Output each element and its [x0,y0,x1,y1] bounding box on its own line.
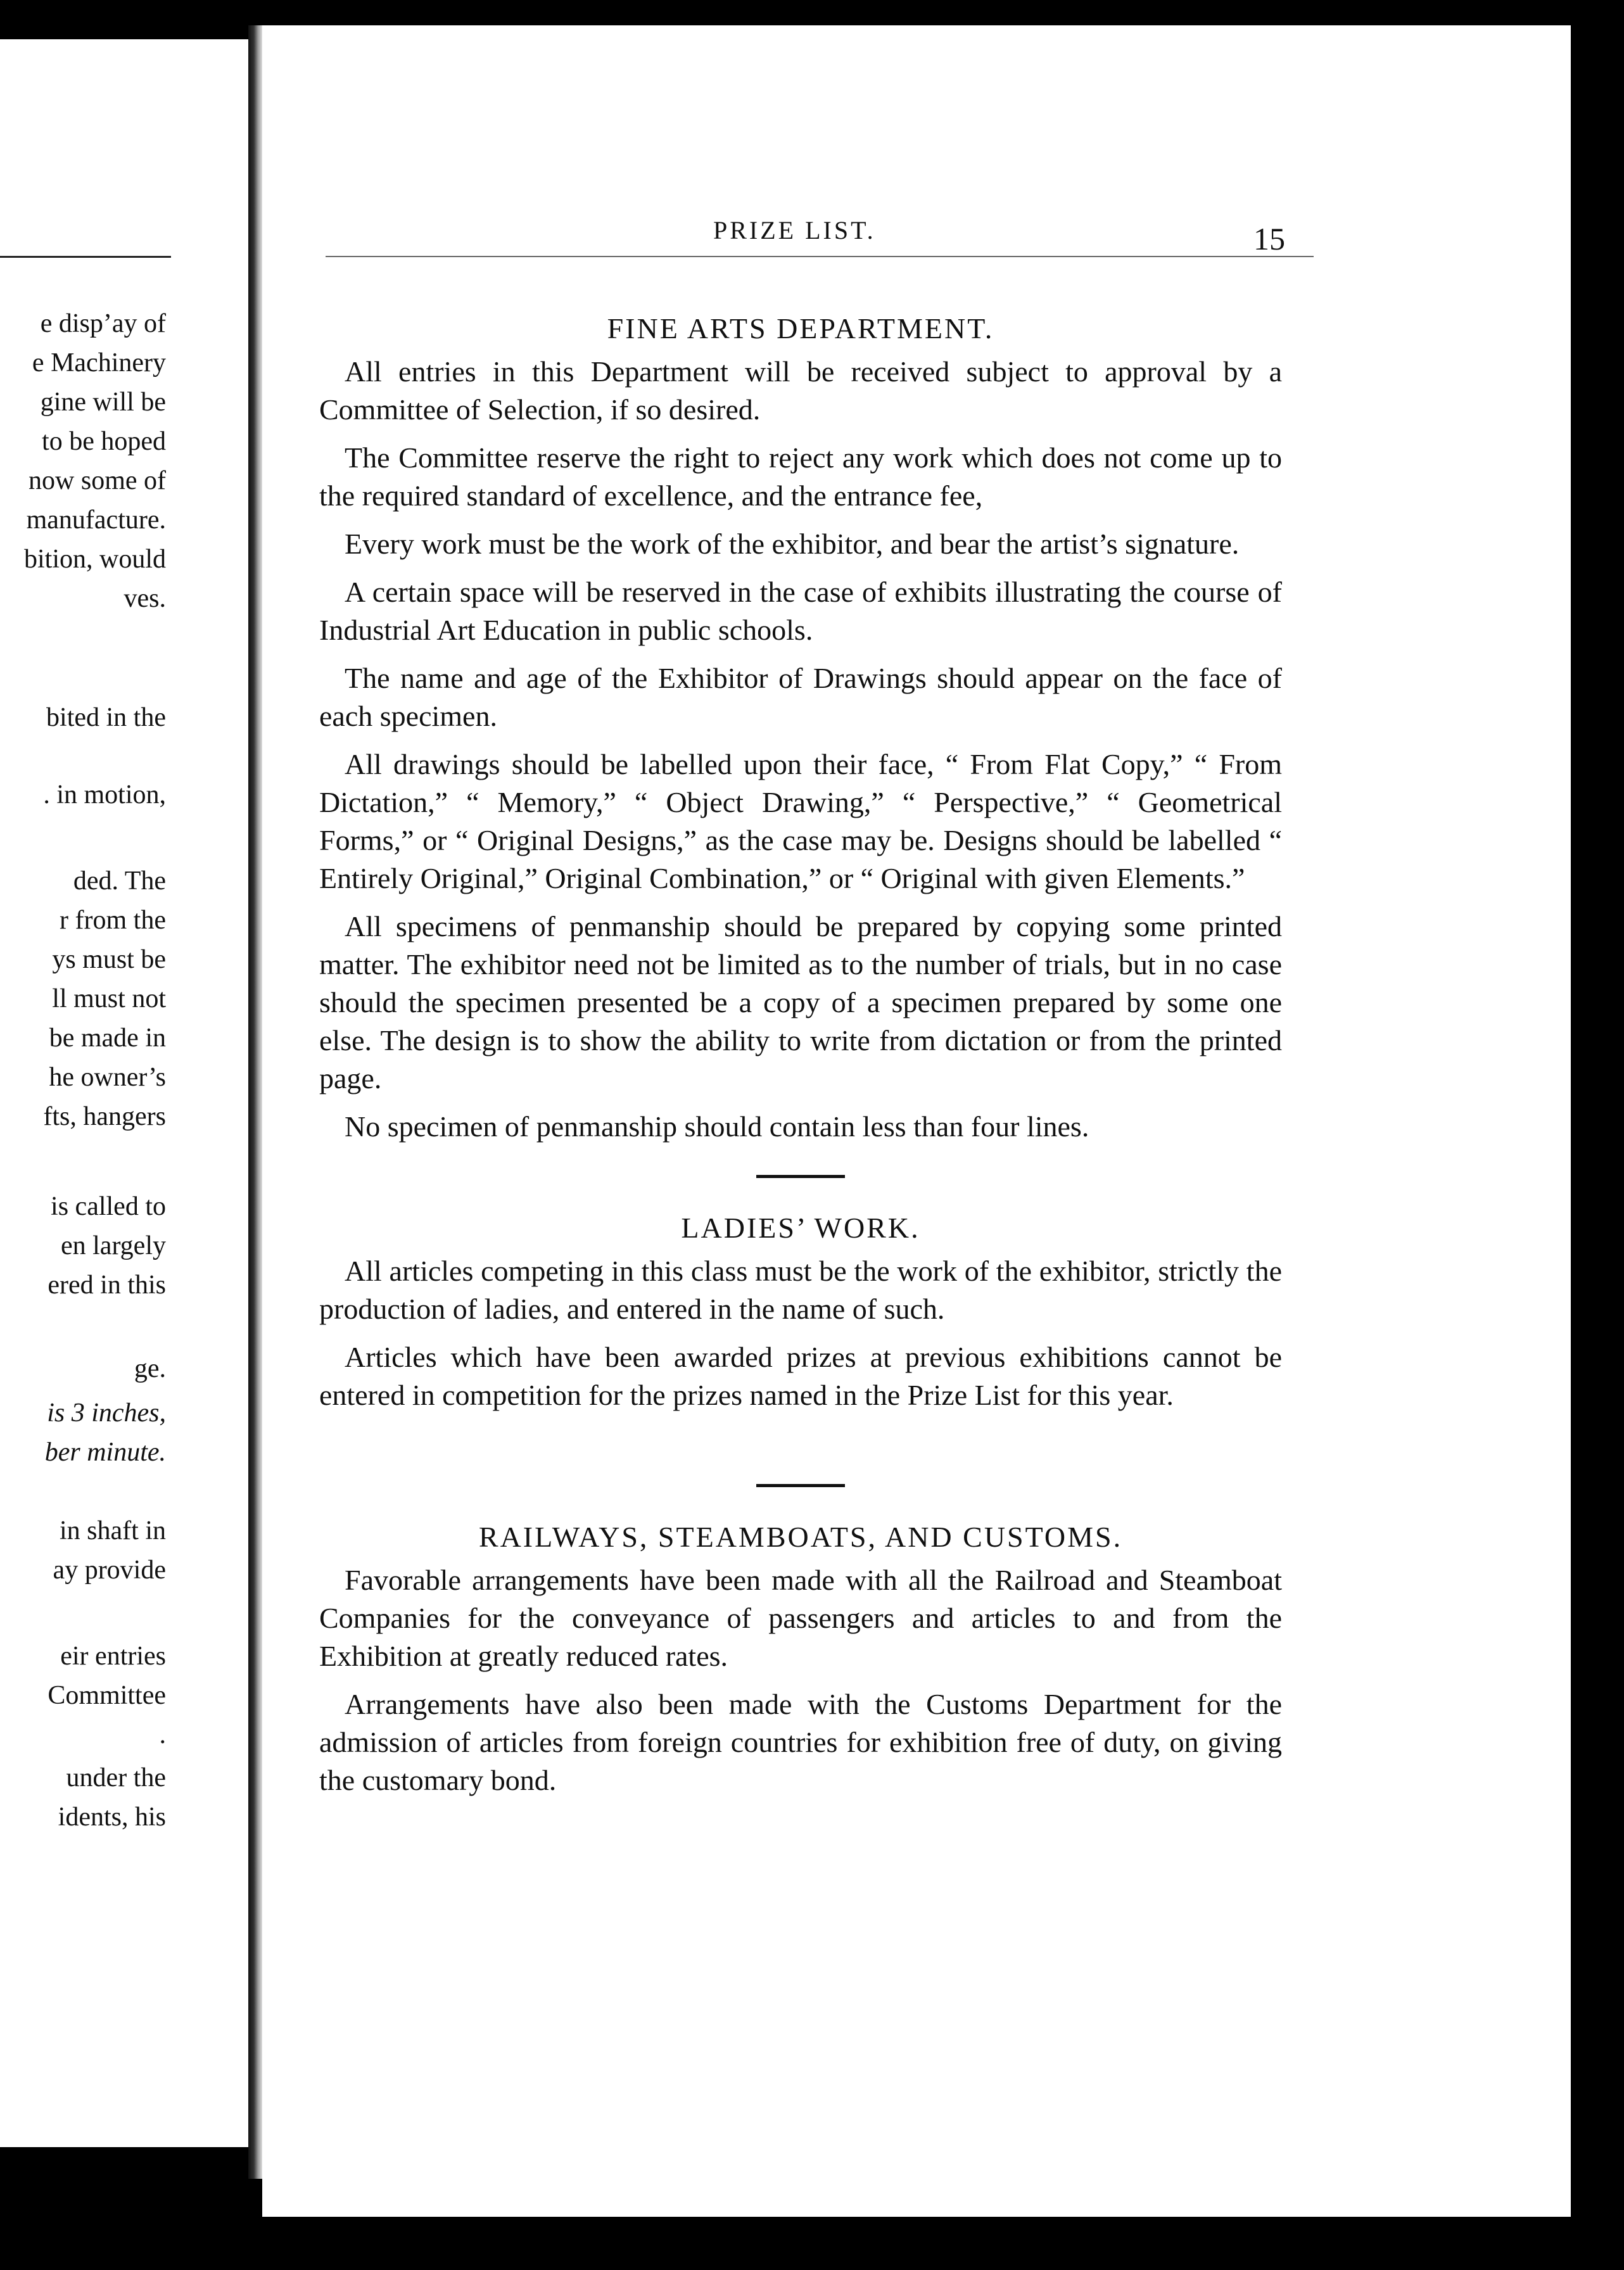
left-page-line: now some of [29,466,166,495]
left-page-line: to be hoped [42,427,166,456]
page [262,25,1571,2217]
left-page-line: ves. [124,584,166,613]
section-ladies-work [319,1211,1282,1414]
left-page-line: bition, would [23,545,166,574]
section-heading: LADIES’ WORK. [681,1212,920,1244]
left-page-fragment [0,39,248,2147]
left-page-line: e Machinery [32,348,166,377]
left-page-line: he owner’s [49,1063,166,1092]
left-page-line: Committee [48,1681,166,1710]
header-rule [326,256,1314,257]
left-page-line: ll must not [52,984,166,1013]
left-page-line: in shaft in [60,1516,166,1545]
left-page-line: ered in this [48,1271,166,1300]
section-railways [319,1520,1282,1799]
left-page-line: gine will be [40,388,166,417]
left-page-line: . [159,1720,166,1749]
left-page-line: ded. The [73,866,166,896]
paragraph: Favorable arrangements have been made with all the Railroad and Steamboat Companies for the conveyance of passengers and articles to and from the Exhibition at greatly reduced rates. [319,1564,1282,1672]
left-page-line: idents, his [58,1803,166,1832]
left-page-line: en largely [61,1231,166,1260]
left-page-line: ge. [134,1354,166,1383]
left-page-line: bited in the [46,703,166,732]
paragraph: All articles competing in this class must be the work of the exhibitor, strictly the production of ladies, and entered in the name of such. [319,1255,1282,1325]
paragraph: All drawings should be labelled upon their face, “ From Flat Copy,” “ From Dictation,” “ Memory,” “ Object Drawing,” “ Perspective,” “ Geometrical Forms,” or “ Original Designs,” as the case may be. Designs should be labelled “ Entirely Original,” Original Combination,” or “ Original with given Elements.” [319,748,1282,894]
left-page-line: . in motion, [43,780,166,809]
paragraph: A certain space will be reserved in the case of exhibits illustrating the course of Industrial Art Education in public schools. [319,576,1282,646]
paragraph: Every work must be the work of the exhibitor, and bear the artist’s signature. [345,528,1240,560]
paragraph: Arrangements have also been made with the Customs Department for the admission of articles from foreign countries for exhibition free of duty, on giving the customary bond. [319,1688,1282,1796]
paragraph: No specimen of penmanship should contain less than four lines. [345,1110,1089,1143]
section-separator [756,1175,845,1178]
paragraph: The Committee reserve the right to reject any work which does not come up to the required standard of excellence, and the entrance fee, [319,441,1282,512]
page-content [319,312,1282,1810]
left-page-line: ys must be [52,945,166,974]
running-title: PRIZE LIST. [713,216,876,244]
left-page-line: is 3 inches, [47,1398,166,1428]
left-page-line: ber minute. [44,1438,166,1467]
left-page-line: e disp’ay of [40,309,166,338]
paragraph: The name and age of the Exhibitor of Drawings should appear on the face of each specimen. [319,662,1282,732]
left-page-line: r from the [60,906,166,935]
paragraph: All entries in this Department will be received subject to approval by a Committee of Selection, if so desired. [319,355,1282,426]
left-page-line: under the [66,1763,166,1792]
section-heading: RAILWAYS, STEAMBOATS, AND CUSTOMS. [478,1521,1123,1553]
left-page-rule [0,256,171,258]
left-page-line: is called to [51,1192,166,1221]
page-number: 15 [1253,221,1285,257]
left-page-line: ay provide [53,1556,166,1585]
paragraph: All specimens of penmanship should be prepared by copying some printed matter. The exhibitor need not be limited as to the number of trials, but in no case should the specimen presented be a copy of a specimen prepared by some one else. The design is to show the ability to write from dictation or from the printed page. [319,910,1282,1094]
section-separator [756,1484,845,1487]
book-gutter [248,25,262,2179]
left-page-line: be made in [49,1024,166,1053]
section-fine-arts [319,312,1282,1146]
left-page-line: fts, hangers [43,1102,166,1131]
section-heading: FINE ARTS DEPARTMENT. [607,312,994,345]
paragraph: Articles which have been awarded prizes at previous exhibitions cannot be entered in competition for the prizes named in the Prize List for this year. [319,1341,1282,1411]
left-page-line: eir entries [60,1642,166,1671]
left-page-line: manufacture. [26,505,166,535]
